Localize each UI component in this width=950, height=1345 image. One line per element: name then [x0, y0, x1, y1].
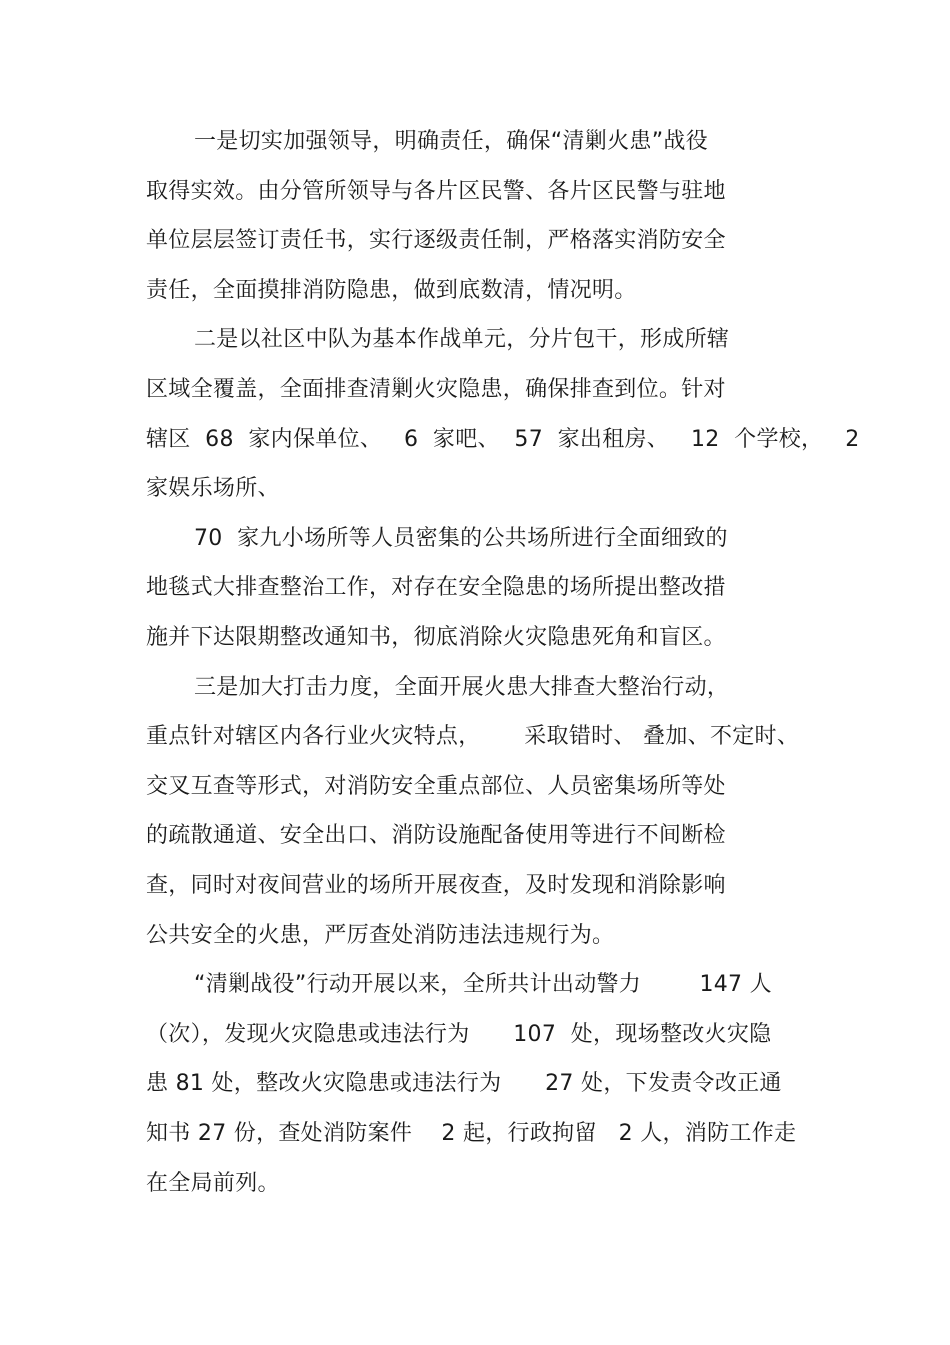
paragraph-5-line-4: 知书 27 份，查处消防案件 2 起，行政拘留 2 人，消防工作走: [146, 1121, 797, 1146]
paragraph-5-line-3: 患 81 处，整改火灾隐患或违法行为 27 处，下发责令改正通: [146, 1071, 782, 1096]
paragraph-2-line-3: 辖区 68 家内保单位、 6 家吧、 57 家出租房、 12 个学校， 2: [146, 427, 860, 452]
paragraph-2-line-4: 家娱乐场所、: [146, 476, 280, 501]
paragraph-2-line-2: 区域全覆盖，全面排查清剿火灾隐患，确保排查到位。针对: [146, 377, 726, 402]
paragraph-4-line-5: 查，同时对夜间营业的场所开展夜查，及时发现和消除影响: [146, 873, 726, 898]
paragraph-2-line-1: 二是以社区中队为基本作战单元，分片包干，形成所辖: [194, 327, 730, 352]
paragraph-4-line-3: 交叉互查等形式，对消防安全重点部位、人员密集场所等处: [146, 774, 726, 799]
paragraph-4-line-6: 公共安全的火患，严厉查处消防违法违规行为。: [146, 923, 615, 948]
paragraph-4-line-1: 三是加大打击力度，全面开展火患大排查大整治行动，: [194, 675, 730, 700]
paragraph-3-line-1: 70 家九小场所等人员密集的公共场所进行全面细致的: [194, 526, 728, 551]
paragraph-4-line-2: 重点针对辖区内各行业火灾特点， 采取错时、 叠加、不定时、: [146, 724, 800, 749]
paragraph-1-line-2: 取得实效。由分管所领导与各片区民警、各片区民警与驻地: [146, 179, 726, 204]
paragraph-5-line-5: 在全局前列。: [146, 1171, 280, 1196]
paragraph-1-line-4: 责任，全面摸排消防隐患，做到底数清，情况明。: [146, 278, 637, 303]
paragraph-5-line-1: “清剿战役”行动开展以来，全所共计出动警力 147 人: [194, 972, 772, 997]
paragraph-4-line-4: 的疏散通道、安全出口、消防设施配备使用等进行不间断检: [146, 823, 726, 848]
paragraph-3-line-2: 地毯式大排查整治工作，对存在安全隐患的场所提出整改措: [146, 575, 726, 600]
paragraph-1-line-1: 一是切实加强领导，明确责任，确保“清剿火患”战役: [194, 129, 708, 154]
paragraph-5-line-2: （次），发现火灾隐患或违法行为 107 处，现场整改火灾隐: [146, 1022, 772, 1047]
paragraph-3-line-3: 施并下达限期整改通知书，彻底消除火灾隐患死角和盲区。: [146, 625, 726, 650]
paragraph-1-line-3: 单位层层签订责任书，实行逐级责任制，严格落实消防安全: [146, 228, 726, 253]
